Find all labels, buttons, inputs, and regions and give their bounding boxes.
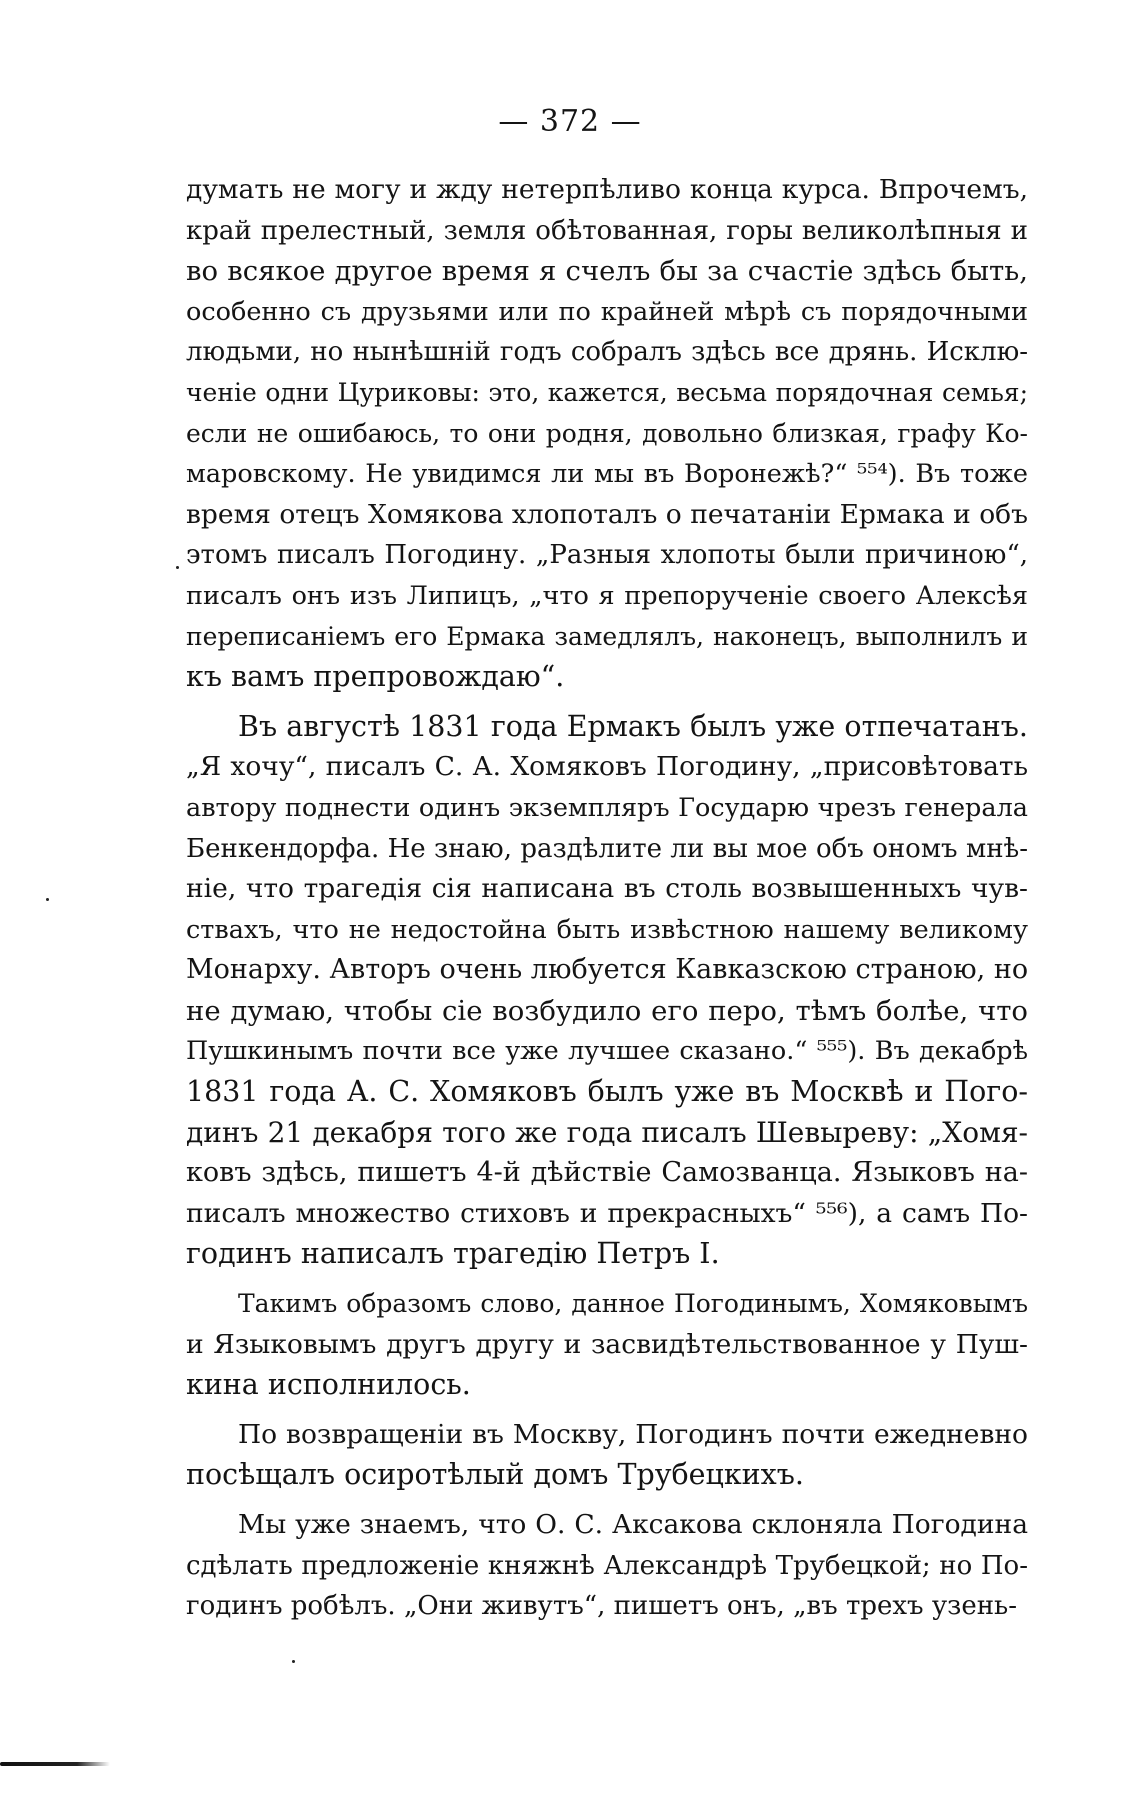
text-line: думать не могу и жду нетерпѣливо конца курса. Впрочемъ, <box>186 174 1028 205</box>
paragraph-gap <box>186 1275 1028 1284</box>
text-line: годинъ написалъ трагедію Петръ I. <box>186 1237 720 1271</box>
text-line: Такимъ образомъ слово, данное Погодинымъ, Хомяковымъ <box>238 1289 1028 1319</box>
text-line: посѣщалъ осиротѣлый домъ Трубецкихъ. <box>186 1458 804 1492</box>
body-text <box>186 170 1028 1627</box>
text-line: людьми, но нынѣшній годъ собралъ здѣсь все дрянь. Исклю- <box>186 337 1028 368</box>
text-line: писалъ онъ изъ Липицъ, „что я препорученіе своего Алексѣя <box>186 580 1028 611</box>
text-line: Мы уже знаемъ, что О. С. Аксакова склоняла Погодина <box>238 1509 1028 1540</box>
text-line: писалъ множество стиховъ и прекрасныхъ“ ⁵⁵⁶), а самъ По- <box>186 1197 1028 1229</box>
text-line: динъ 21 декабря того же года писалъ Шевыреву: „Хомя- <box>186 1115 1028 1149</box>
text-line: и Языковымъ другъ другу и засвидѣтельствованное у Пуш- <box>186 1328 1028 1360</box>
text-line: Въ августѣ 1831 года Ермакъ былъ уже отпечатанъ. <box>238 709 1028 743</box>
text-line: этомъ писалъ Погодину. „Разныя хлопоты были причиною“, <box>186 540 1028 571</box>
text-line: годинъ робѣлъ. „Они живутъ“, пишетъ онъ, „въ трехъ узень- <box>186 1591 1017 1622</box>
paragraph <box>186 707 1028 1275</box>
text-line: ствахъ, что не недостойна быть извѣстною нашему великому <box>186 914 1028 945</box>
text-line: 1831 года А. С. Хомяковъ былъ уже въ Москвѣ и Пого- <box>186 1075 1028 1109</box>
text-line: ніе, что трагедія сія написана въ столь возвышенныхъ чув- <box>186 873 1028 905</box>
paragraph <box>186 1284 1028 1406</box>
text-line: маровскому. Не увидимся ли мы въ Воронежѣ?“ ⁵⁵⁴). Въ тоже <box>186 459 1028 490</box>
text-line: По возвращеніи въ Москву, Погодинъ почти ежедневно <box>238 1418 1028 1450</box>
paragraph-gap <box>186 698 1028 707</box>
scan-edge-artifact <box>0 1762 110 1766</box>
paragraph <box>186 1505 1028 1627</box>
text-line: ченіе одни Цуриковы: это, кажется, весьма порядочная семья; <box>186 377 1028 407</box>
text-line: сдѣлать предложеніе княжнѣ Александрѣ Трубецкой; но По- <box>186 1550 1028 1581</box>
paragraph <box>186 170 1028 698</box>
text-line: автору поднести одинъ экземпляръ Государю чрезъ генерала <box>186 792 1028 823</box>
text-line: „Я хочу“, писалъ С. А. Хомяковъ Погодину, „присовѣтовать <box>186 751 1028 783</box>
text-line: время отецъ Хомякова хлопоталъ о печатаніи Ермака и объ <box>186 498 1028 530</box>
scan-speck <box>176 566 179 569</box>
scan-speck <box>46 898 49 901</box>
text-line: ковъ здѣсь, пишетъ 4-й дѣйствіе Самозванца. Языковъ на- <box>186 1157 1028 1189</box>
text-line: особенно съ друзьями или по крайней мѣрѣ съ порядочными <box>186 296 1028 327</box>
text-line: къ вамъ препровождаю“. <box>186 660 565 694</box>
text-line: Монарху. Авторъ очень любуется Кавказскою страною, но <box>186 954 1028 986</box>
paragraph-gap <box>186 1496 1028 1505</box>
text-line: не думаю, чтобы сіе возбудило его перо, тѣмъ болѣе, что <box>186 994 1028 1027</box>
text-line: Бенкендорфа. Не знаю, раздѣлите ли вы мое объ ономъ мнѣ- <box>186 833 1028 864</box>
text-line: во всякое другое время я счелъ бы за счастіе здѣсь быть, <box>186 255 1028 288</box>
text-line: кина исполнилось. <box>186 1368 471 1402</box>
text-line: если не ошибаюсь, то они родня, довольно близкая, графу Ко- <box>186 418 1028 448</box>
text-line: переписаніемъ его Ермака замедлялъ, наконецъ, выполнилъ и <box>186 621 1028 651</box>
paragraph-gap <box>186 1406 1028 1415</box>
page-number: — 372 — <box>498 104 642 139</box>
text-line: Пушкинымъ почти все уже лучшее сказано.“ ⁵⁵⁵). Въ декабрѣ <box>186 1036 1028 1067</box>
scan-speck <box>292 1660 295 1663</box>
text-line: край прелестный, земля обѣтованная, горы великолѣпныя и <box>186 215 1028 246</box>
paragraph <box>186 1415 1028 1496</box>
